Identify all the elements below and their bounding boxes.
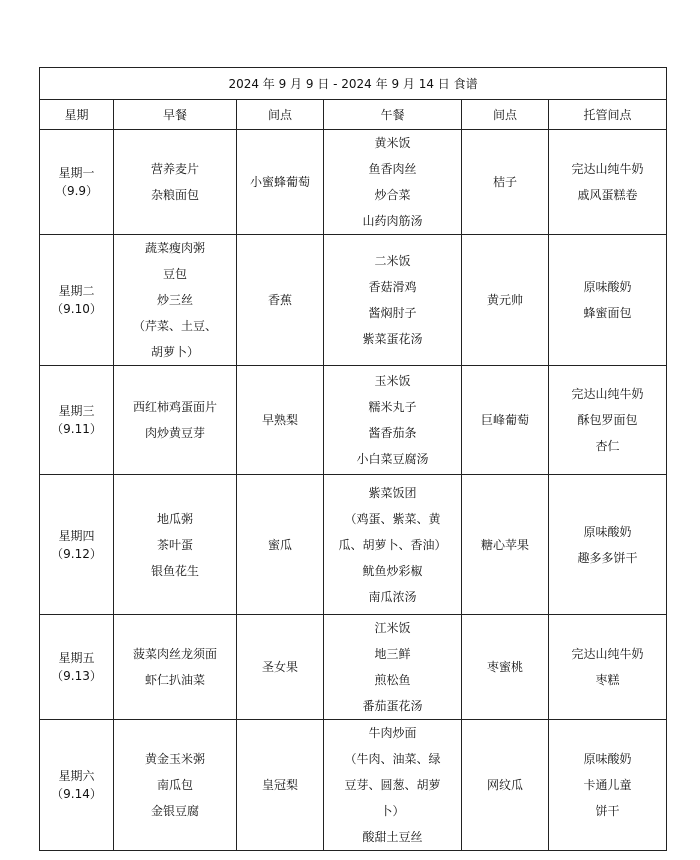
cell-line: 紫菜饭团 (368, 485, 417, 500)
cell-line: 豆包 (162, 267, 187, 281)
cell-line: 地瓜粥 (156, 511, 193, 526)
cell-line: 星期四 (58, 528, 95, 543)
cell-line: 杏仁 (595, 439, 620, 453)
lunch-cell (324, 130, 462, 235)
cell-line: 银鱼花生 (150, 563, 199, 578)
afternoon-snack-cell (462, 720, 549, 851)
breakfast-cell (114, 615, 237, 720)
cell-line: （9.10） (51, 302, 102, 316)
cell-line: 糖心苹果 (480, 537, 529, 552)
day-cell (40, 720, 114, 851)
aftercare-snack-cell (549, 130, 667, 235)
cell-line: 黄金玉米粥 (144, 752, 205, 766)
cell-line: 早熟梨 (261, 413, 298, 427)
cell-line: 蜜瓜 (267, 537, 292, 552)
day-cell (40, 475, 114, 615)
cell-line: 鱼香肉丝 (368, 162, 417, 176)
cell-line: 糯米丸子 (368, 400, 417, 414)
cell-line: 炒三丝 (156, 293, 193, 307)
cell-line: 炒合菜 (374, 188, 411, 202)
cell-line: 黄元帅 (486, 293, 523, 307)
lunch-cell (324, 235, 462, 366)
cell-line: 瓜、胡萝卜、香油） (338, 537, 447, 552)
header-breakfast: 早餐 (114, 100, 237, 130)
cell-line: 枣蜜桃 (486, 660, 523, 674)
lunch-cell (324, 475, 462, 615)
afternoon-snack-cell (462, 475, 549, 615)
afternoon-snack-cell (462, 366, 549, 475)
menu-row (40, 720, 667, 851)
cell-line: 酸甜土豆丝 (362, 830, 423, 844)
cell-line: 杂粮面包 (150, 188, 199, 202)
cell-line: 西红柿鸡蛋面片 (132, 400, 217, 414)
breakfast-cell (114, 475, 237, 615)
cell-line: 酥包罗面包 (577, 413, 638, 427)
cell-line: 完达山纯牛奶 (571, 162, 644, 176)
cell-line: 豆芽、圆葱、胡萝 (344, 778, 441, 792)
cell-line: 星期二 (58, 284, 95, 298)
menu-title: 2024 年 9 月 9 日 - 2024 年 9 月 14 日 食谱 (40, 68, 667, 100)
cell-line: 番茄蛋花汤 (362, 699, 423, 713)
cell-line: 星期一 (58, 166, 95, 180)
aftercare-snack-cell (549, 720, 667, 851)
cell-line: 南瓜包 (156, 778, 193, 792)
morning-snack-cell (237, 615, 324, 720)
header-day: 星期 (40, 100, 114, 130)
header-row (40, 100, 667, 130)
cell-line: 星期六 (58, 769, 95, 783)
header-snack-afternoon: 间点 (462, 100, 549, 130)
cell-line: （鸡蛋、紫菜、黄 (344, 511, 441, 526)
cell-line: 完达山纯牛奶 (571, 387, 644, 401)
cell-line: 戚风蛋糕卷 (577, 188, 638, 202)
cell-line: 巨峰葡萄 (480, 413, 529, 427)
afternoon-snack-cell (462, 235, 549, 366)
aftercare-snack-cell (549, 615, 667, 720)
title-row (40, 68, 667, 100)
cell-line: 蔬菜瘦肉粥 (144, 241, 205, 255)
cell-line: 虾仁扒油菜 (144, 673, 205, 687)
cell-line: 星期三 (58, 404, 95, 418)
cell-line: 卡通儿童 (583, 778, 632, 792)
breakfast-cell (114, 130, 237, 235)
day-cell (40, 615, 114, 720)
cell-line: （9.13） (51, 669, 102, 683)
cell-line: 蜂蜜面包 (583, 306, 632, 320)
menu-row (40, 615, 667, 720)
menu-row (40, 235, 667, 366)
cell-line: 紫菜蛋花汤 (362, 332, 423, 346)
cell-line: 南瓜浓汤 (368, 589, 417, 604)
cell-line: 原味酸奶 (583, 280, 632, 294)
cell-line: 圣女果 (261, 660, 298, 674)
cell-line: 星期五 (58, 651, 95, 665)
cell-line: 小白菜豆腐汤 (356, 452, 429, 466)
morning-snack-cell (237, 720, 324, 851)
cell-line: 牛肉炒面 (368, 726, 417, 740)
cell-line: （9.14） (51, 787, 102, 801)
cell-line: 酱香茄条 (368, 426, 417, 440)
aftercare-snack-cell (549, 366, 667, 475)
cell-line: 桔子 (492, 175, 517, 189)
cell-line: 卜） (380, 804, 405, 818)
day-cell (40, 366, 114, 475)
cell-line: 金银豆腐 (150, 804, 199, 818)
afternoon-snack-cell (462, 615, 549, 720)
morning-snack-cell (237, 130, 324, 235)
lunch-cell (324, 615, 462, 720)
cell-line: 酱焖肘子 (368, 306, 417, 320)
cell-line: 香菇滑鸡 (368, 280, 417, 294)
cell-line: （9.9） (54, 184, 99, 198)
header-lunch: 午餐 (324, 100, 462, 130)
cell-line: （芹菜、土豆、 (132, 319, 217, 333)
breakfast-cell (114, 720, 237, 851)
lunch-cell (324, 366, 462, 475)
cell-line: 营养麦片 (150, 162, 199, 176)
breakfast-cell (114, 235, 237, 366)
cell-line: 黄米饭 (374, 136, 411, 150)
cell-line: 枣糕 (595, 673, 620, 687)
morning-snack-cell (237, 235, 324, 366)
cell-line: 皇冠梨 (261, 778, 298, 792)
header-snack-morning: 间点 (237, 100, 324, 130)
cell-line: 菠菜肉丝龙须面 (132, 647, 217, 661)
aftercare-snack-cell (549, 235, 667, 366)
morning-snack-cell (237, 475, 324, 615)
cell-line: 煎松鱼 (374, 673, 411, 687)
menu-row (40, 475, 667, 615)
cell-line: 山药肉筋汤 (362, 214, 423, 228)
cell-line: （9.11） (51, 422, 102, 436)
cell-line: 香蕉 (267, 293, 292, 307)
lunch-cell (324, 720, 462, 851)
aftercare-snack-cell (549, 475, 667, 615)
cell-line: 原味酸奶 (583, 752, 632, 766)
cell-line: 完达山纯牛奶 (571, 647, 644, 661)
cell-line: 趣多多饼干 (577, 550, 638, 565)
breakfast-cell (114, 366, 237, 475)
header-aftercare-snack: 托管间点 (549, 100, 667, 130)
cell-line: 玉米饭 (374, 374, 411, 388)
cell-line: 小蜜蜂葡萄 (249, 175, 310, 189)
day-cell (40, 235, 114, 366)
cell-line: （9.12） (51, 546, 102, 561)
day-cell (40, 130, 114, 235)
cell-line: 茶叶蛋 (156, 537, 193, 552)
cell-line: 鱿鱼炒彩椒 (362, 563, 423, 578)
morning-snack-cell (237, 366, 324, 475)
afternoon-snack-cell (462, 130, 549, 235)
cell-line: 网纹瓜 (486, 778, 523, 792)
cell-line: 原味酸奶 (583, 524, 632, 539)
cell-line: 二米饭 (374, 254, 411, 268)
weekly-menu-table (39, 67, 667, 851)
cell-line: 饼干 (595, 804, 620, 818)
cell-line: 地三鲜 (374, 647, 411, 661)
cell-line: 胡萝卜） (150, 345, 199, 359)
menu-row (40, 130, 667, 235)
cell-line: 江米饭 (374, 621, 411, 635)
cell-line: （牛肉、油菜、绿 (344, 752, 441, 766)
cell-line: 肉炒黄豆芽 (144, 426, 205, 440)
menu-row (40, 366, 667, 475)
